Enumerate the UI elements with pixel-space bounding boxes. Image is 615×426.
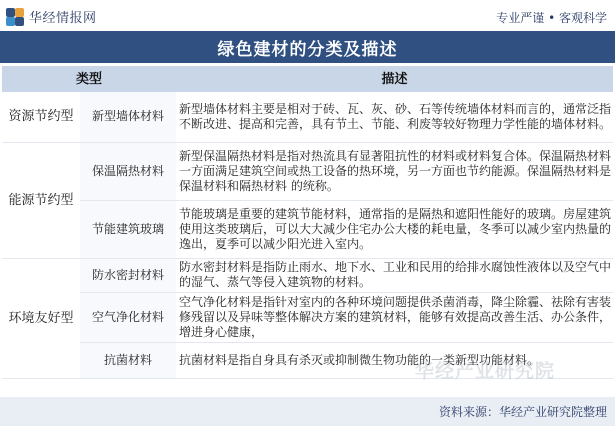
category-cell: 能源节约型	[2, 142, 80, 258]
brand-slogan: 专业严谨 • 客观科学	[496, 11, 607, 25]
material-name-cell: 新型墙体材料	[80, 92, 176, 142]
description-cell: 新型墙体材料主要是相对于砖、瓦、灰、砂、石等传统墙体材料而言的，通常泛指不断改进、提高和完善，具有节土、节能、利废等较好物理力学性能的墙体材料。	[176, 92, 613, 142]
material-name-cell: 保温隔热材料	[80, 142, 176, 200]
description-cell: 防水密封材料是指防止雨水、地下水、工业和民用的给排水腐蚀性液体以及空气中的湿气、蒸气等侵入建筑物的材料。	[176, 258, 613, 292]
footer-bar	[0, 397, 615, 426]
table-row	[2, 342, 613, 378]
classification-table	[2, 66, 613, 379]
header-bar	[0, 0, 615, 30]
table-header-row	[2, 66, 613, 92]
brand-name: 华经情报网	[29, 11, 97, 26]
source-note: 资料来源：华经产业研究院整理	[438, 405, 607, 419]
table-row	[2, 200, 613, 258]
description-cell: 新型保温隔热材料是指对热流具有显著阻抗性的材料或材料复合体。保温隔热材料一方面满足建筑空间或热工设备的热环境，另一方面也节约能源。保温隔热材料是保温材料和隔热材料 的统称。	[176, 142, 613, 200]
material-name-cell: 节能建筑玻璃	[80, 200, 176, 258]
material-name-cell: 防水密封材料	[80, 258, 176, 292]
description-cell: 抗菌材料是指自身具有杀灭或抑制微生物功能的一类新型功能材料。	[176, 342, 613, 378]
category-cell: 资源节约型	[2, 92, 80, 142]
logo-icon	[6, 8, 24, 26]
header-description: 描述	[176, 66, 613, 92]
table-row	[2, 142, 613, 200]
header-type: 类型	[2, 66, 176, 92]
material-name-cell: 空气净化材料	[80, 292, 176, 342]
page-title: 绿色建材的分类及描述	[0, 31, 615, 63]
table-row	[2, 258, 613, 292]
description-cell: 空气净化材料是指针对室内的各种环境问题提供杀菌消毒，降尘除霾、祛除有害装修残留以及异味等整体解决方案的建筑材料，能够有效提高改善生活、办公条件，增进身心健康，	[176, 292, 613, 342]
material-name-cell: 抗菌材料	[80, 342, 176, 378]
table-row	[2, 92, 613, 142]
category-cell: 环境友好型	[2, 258, 80, 378]
brand-logo[interactable]	[6, 7, 97, 26]
table-row	[2, 292, 613, 342]
description-cell: 节能玻璃是重要的建筑节能材料，通常指的是隔热和遮阳性能好的玻璃。房屋建筑使用这类玻璃后，可以大大减少住宅办公大楼的耗电量，冬季可以减少室内热量的逸出，夏季可以减少阳光进入室内。	[176, 200, 613, 258]
watermark: 华经产业研究院	[415, 360, 556, 382]
